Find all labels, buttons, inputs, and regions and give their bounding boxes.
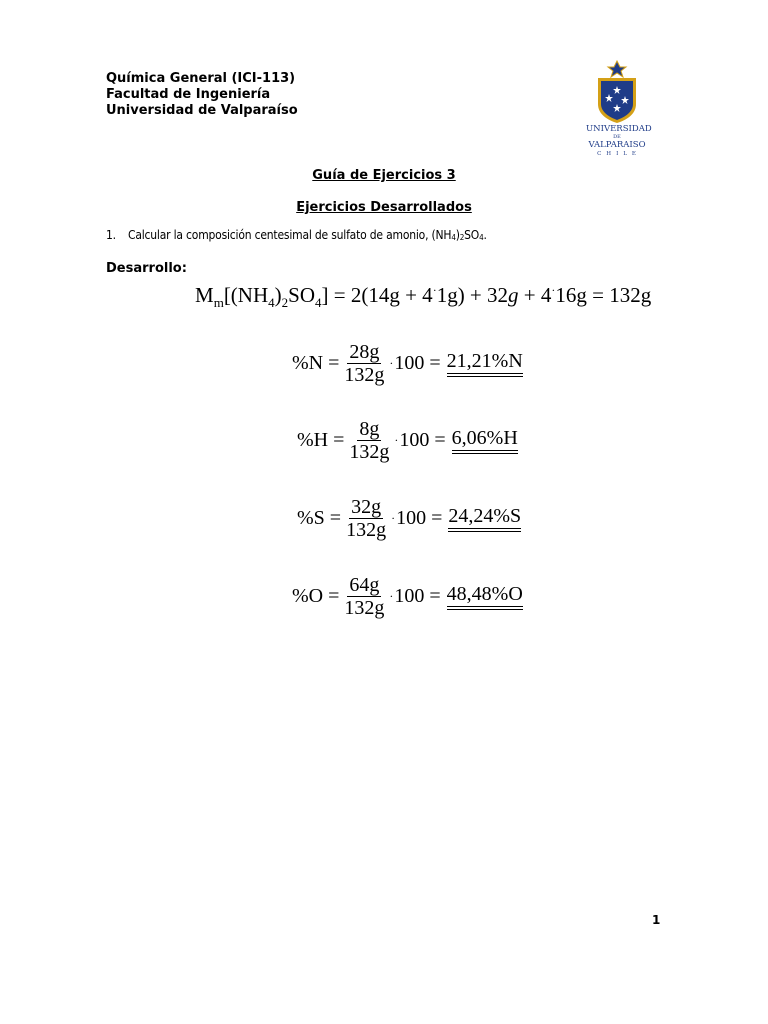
fraction <box>347 418 391 463</box>
university-logo <box>586 60 652 159</box>
eq-result: 21,21%N <box>447 350 523 377</box>
percent-o-equation <box>292 566 523 626</box>
exercise-statement <box>106 228 487 242</box>
course-name: Química General (ICI-113) <box>106 71 296 86</box>
numerator: 64g <box>349 573 380 596</box>
eq-dot: · <box>391 510 396 525</box>
eq-text: [(NH <box>223 283 269 307</box>
exercise-text: . <box>483 228 487 242</box>
eq-dot: · <box>389 355 394 370</box>
eq-lhs: %N = <box>292 351 340 374</box>
eq-sub: m <box>213 295 224 310</box>
eq-text: + 4 <box>518 283 552 307</box>
molar-mass-equation <box>195 283 651 311</box>
eq-factor: 100 = <box>394 584 441 607</box>
fraction <box>342 574 386 619</box>
eq-result: 48,48%O <box>447 583 523 610</box>
eq-text: 16g = 132g <box>555 283 652 307</box>
eq-sub: 4 <box>268 295 275 310</box>
section-title: Ejercicios Desarrollados <box>296 200 472 215</box>
eq-dot: · <box>432 283 437 297</box>
desarrollo-heading: Desarrollo: <box>106 261 187 276</box>
page-number: 1 <box>652 913 661 927</box>
eq-sub: 2 <box>281 295 289 310</box>
exercise-sub: 4 <box>479 233 484 242</box>
eq-text: g <box>508 283 519 307</box>
guide-title: Guía de Ejercicios 3 <box>312 168 456 183</box>
fraction <box>342 341 386 386</box>
logo-text-universidad: UNIVERSIDAD <box>586 124 652 134</box>
exercise-text: ) <box>455 228 460 242</box>
eq-text: 1g) + 32 <box>436 283 509 307</box>
logo-text-valparaiso: VALPARAISO <box>588 140 646 150</box>
exercise-text: SO <box>464 228 480 242</box>
eq-text: M <box>195 283 214 307</box>
exercise-sub: 4 <box>451 233 456 242</box>
eq-result: 24,24%S <box>448 505 521 532</box>
university-shield-icon <box>595 60 639 124</box>
eq-text: ) <box>274 283 282 307</box>
logo-text-de: DE <box>613 134 621 140</box>
course-header <box>106 71 298 119</box>
denominator: 132g <box>344 596 385 619</box>
eq-factor: 100 = <box>399 428 446 451</box>
eq-result: 6,06%H <box>452 427 518 454</box>
eq-lhs: %O = <box>292 584 340 607</box>
denominator: 132g <box>344 363 385 386</box>
eq-factor: 100 = <box>394 351 441 374</box>
exercise-number: 1. <box>106 228 116 242</box>
denominator: 132g <box>346 518 387 541</box>
eq-factor: 100 = <box>396 506 443 529</box>
percent-n-equation <box>292 333 523 393</box>
logo-text-chile: CHILE <box>597 151 641 157</box>
numerator: 32g <box>351 495 382 518</box>
exercise-sub: 2 <box>459 233 465 242</box>
percent-h-equation <box>297 410 518 470</box>
eq-text: SO <box>288 283 315 307</box>
faculty-name: Facultad de Ingeniería <box>106 87 271 102</box>
numerator: 8g <box>359 417 380 440</box>
eq-text: ] = 2(14g + 4 <box>321 283 433 307</box>
fraction <box>344 496 388 541</box>
eq-lhs: %H = <box>297 428 345 451</box>
eq-dot: · <box>551 283 556 297</box>
numerator: 28g <box>349 340 380 363</box>
denominator: 132g <box>349 440 390 463</box>
eq-dot: · <box>394 432 399 447</box>
percent-s-equation <box>297 488 521 548</box>
eq-lhs: %S = <box>297 506 342 529</box>
exercise-text: Calcular la composición centesimal de sulfato de amonio, (NH <box>128 228 452 242</box>
university-name: Universidad de Valparaíso <box>106 103 298 118</box>
eq-dot: · <box>389 588 394 603</box>
eq-sub: 4 <box>315 295 322 310</box>
